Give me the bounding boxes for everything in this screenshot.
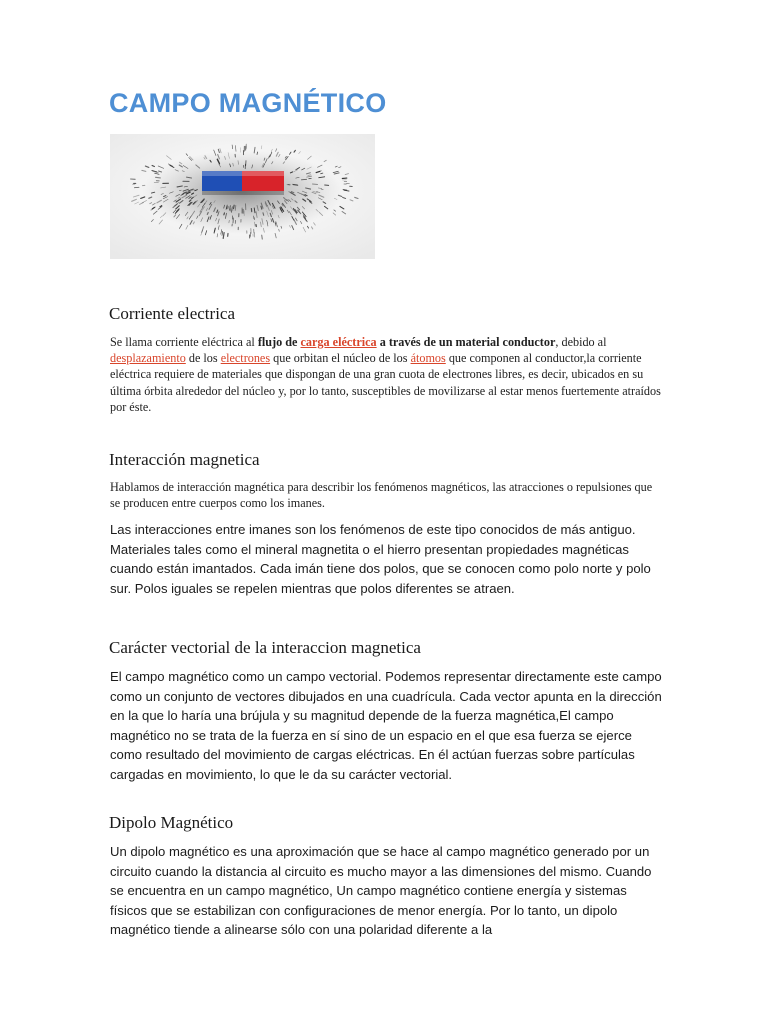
iron-filing [228,207,229,209]
paragraph-corriente [110,334,662,415]
bar-magnet-image [110,134,375,259]
magnet-icon [202,171,284,195]
section-heading-interaccion: Interacción magnetica [109,450,260,469]
bold-text: flujo de [257,335,301,349]
iron-filing [134,187,139,188]
iron-filing [224,213,225,215]
paragraph-interaccion: Las interacciones entre imanes son los fenómenos de este tipo conocidos de más antiguo. Materiales tales como el mineral magnetita o el hierro presentan propiedades magnéticas cuando están imantados. Cada imán tiene dos polos, que se conocen como polo norte y polo sur. Polos iguales se repelen mientras que polos diferentes se atraen. [110,522,651,596]
iron-filing [234,205,235,208]
iron-filing [235,205,236,210]
iron-filing [233,218,234,223]
section-heading-corriente: Corriente electrica [109,304,236,323]
iron-filing [156,177,161,178]
iron-filing [301,179,306,180]
paragraph-caracter-vectorial: El campo magnético como un campo vectorial. Podemos representar directamente este campo como un conjunto de vectores dibujados en una cuadrícula. Cada vector apunta en la dirección en la que lo haría una brújula y su magnitud depende de la fuerza magnética,El campo magnético no se trata de la fuerza en sí sino de un espacio en el que esa fuerza se ejerce como resultado del movimiento de cargas eléctricas. En él actúan fuerzas sobre partículas cargadas en movimiento, lo que le da su carácter vectorial. [110,669,662,782]
iron-filing [293,185,298,186]
text-span: Se llama corriente eléctrica al [110,335,258,349]
link-atomos[interactable]: átomos [410,351,446,366]
text-span: , debido al [555,335,607,349]
iron-filing [262,235,263,239]
link-carga-electrica[interactable]: carga eléctrica [300,335,377,349]
iron-filing [343,190,347,191]
text-span: que componen al conductor,la corriente eléctrica requiere de materiales que dispongan de una gran cuota de electrones libres, es decir, ubicados en su última órbita alrededor del núcleo y, por lo tanto, susceptibles de movilizarse al estar menos fuertemente atraídos por éste. [110,351,661,414]
bold-text: a través de un material conductor [376,335,556,349]
page-title: CAMPO MAGNÉTICO [109,88,387,118]
paragraph-dipolo: Un dipolo magnético es una aproximación que se hace al campo magnético generado por un circuito cuando la distancia al circuito es mucho mayor a las dimensiones del mismo. Cuando se encuentra en un campo magnético, Un campo magnético contiene energía y sistemas físicos que se estabilizan con configuraciones de menor energía. Por lo tanto, un dipolo magnético tiende a alinearse sólo con una polaridad diferente a la [110,844,652,937]
iron-filing [207,213,208,215]
iron-filing [263,213,264,216]
link-electrones[interactable]: electrones [220,351,271,366]
paragraph-interaccion-intro: Hablamos de interacción magnética para describir los fenómenos magnéticos, las atracciones o repulsiones que se producen entre cuerpos como los imanes. [110,480,653,511]
section-heading-caracter-vectorial: Carácter vectorial de la interaccion magnetica [109,638,421,657]
text-span: de los [185,351,221,366]
text-span: que orbitan el núcleo de los [270,351,411,366]
link-desplazamiento[interactable]: desplazamiento [110,351,186,366]
iron-filing [321,173,323,174]
section-heading-dipolo: Dipolo Magnético [109,813,234,832]
